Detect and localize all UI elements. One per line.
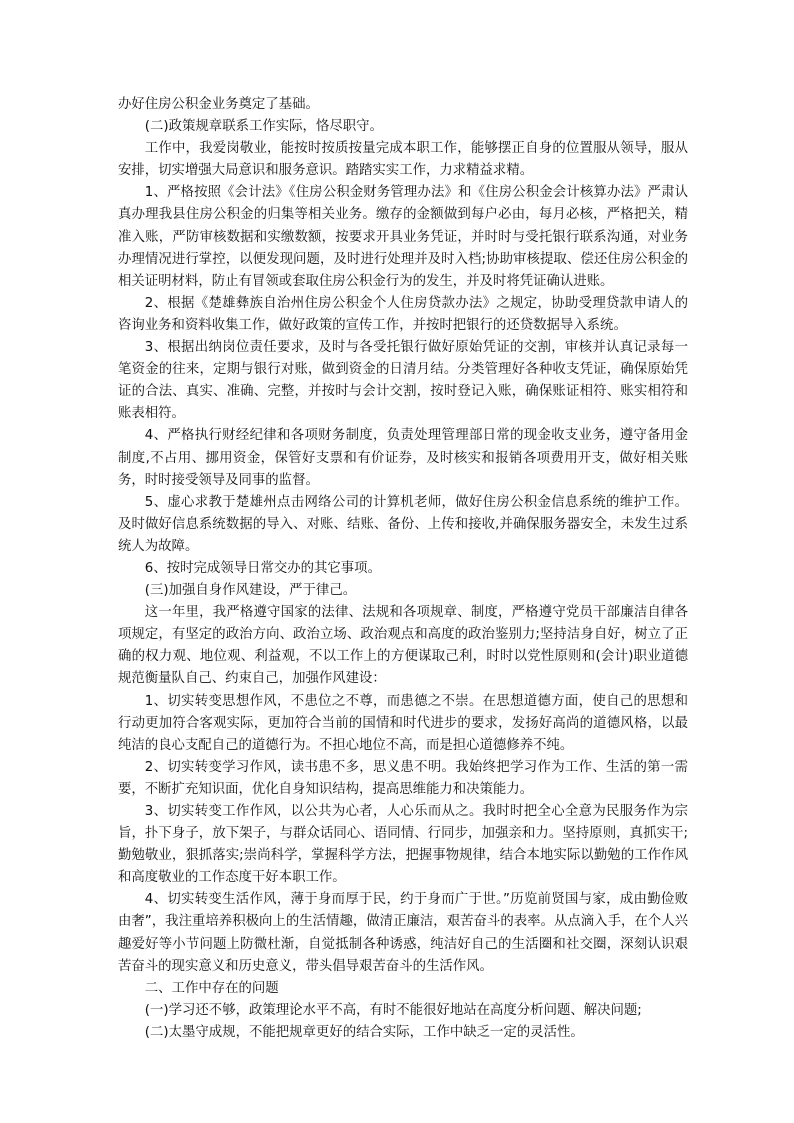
section-heading: 二、工作中存在的问题 — [144, 980, 279, 996]
paragraph: 2、切实转变学习作风，读书患不多，思义患不明。我始终把学习作为工作、生活的第一需要，不断扩充知识面，优化自身知识结构，提高思维能力和决策能力。 — [118, 759, 688, 797]
paragraph: 2、根据《楚雄彝族自治州住房公积金个人住房贷款办法》之规定，协助受理贷款申请人的咨询业务和资料收集工作，做好政策的宣传工作，并按时把银行的还贷数据导入系统。 — [118, 295, 688, 333]
paragraph: 5、虚心求教于楚雄州点击网络公司的计算机老师，做好住房公积金信息系统的维护工作。及时做好信息系统数据的导入、对账、结账、备份、上传和接收,并确保服务器安全，未发生过系统人为故障。 — [118, 494, 688, 554]
paragraph: 6、按时完成领导日常交办的其它事项。 — [144, 560, 381, 576]
paragraph: (一)学习还不够，政策理论水平不高，有时不能很好地站在高度分析问题、解决问题; — [144, 1002, 642, 1018]
paragraph: 4、切实转变生活作风，薄于身而厚于民，约于身而广于世。”历览前贤国与家，成由勤俭败由奢”，我注重培养积极向上的生活情趣，做清正廉洁，艰苦奋斗的表率。从点滴入手，在个人兴趣爱好等小节问题上防微杜渐，自觉抵制各种诱惑，纯洁好自己的生活圈和社交圈，深刻认识艰苦奋斗的现实意义和历史意义，带头倡导艰苦奋斗的生活作风。 — [118, 892, 688, 974]
section-heading: (二)政策规章联系工作实际，恪尽职守。 — [144, 119, 383, 135]
paragraph: (二)太墨守成规，不能把规章更好的结合实际，工作中缺乏一定的灵活性。 — [144, 1024, 584, 1040]
paragraph: 1、切实转变思想作风，不患位之不尊，而患德之不崇。在思想道德方面，使自己的思想和行动更加符合客观实际，更加符合当前的国情和时代进步的要求，发扬好高尚的道德风格，以最纯洁的良心支配自己的道德行为。不担心地位不高，而是担心道德修养不纯。 — [118, 693, 688, 753]
document-page — [118, 94, 688, 1044]
paragraph: 办好住房公积金业务奠定了基础。 — [118, 97, 319, 112]
paragraph: 4、严格执行财经纪律和各项财务制度，负责处理管理部日常的现金收支业务，遵守备用金制度,不占用、挪用资金，保管好支票和有价证券，及时核实和报销各项费用开支，做好相关账务，时时接受领导及同事的监督。 — [118, 428, 688, 488]
paragraph: 3、根据出纳岗位责任要求，及时与各受托银行做好原始凭证的交割，审核并认真记录每一笔资金的往来，定期与银行对账，做到资金的日清月结。分类管理好各种收支凭证，确保原始凭证的合法、真实、准确、完整，并按时与会计交割，按时登记入账，确保账证相符、账实相符和账表相符。 — [118, 340, 688, 422]
paragraph: 1、严格按照《会计法》《住房公积金财务管理办法》和《住房公积金会计核算办法》严肃认真办理我县住房公积金的归集等相关业务。缴存的金额做到每户必由，每月必核，严格把关，精准入账，严防审核数据和实缴数额，按要求开具业务凭证，并时时与受托银行联系沟通，对业务办理情况进行掌控，以便发现问题，及时进行处理并及时入档;协助审核提取、偿还住房公积金的相关证明材料，防止有冒领或套取住房公积金行为的发生，并及时将凭证确认进账。 — [118, 185, 688, 289]
paragraph: 工作中，我爱岗敬业，能按时按质按量完成本职工作，能够摆正自身的位置服从领导，服从安排，切实增强大局意识和服务意识。踏踏实实工作，力求精益求精。 — [118, 141, 688, 179]
paragraph: 3、切实转变工作作风，以公共为心者，人心乐而从之。我时时把全心全意为民服务作为宗旨，扑下身子，放下架子，与群众话同心、语同情、行同步，加强亲和力。坚持原则，真抓实干;勤勉敬业，狠抓落实;崇尚科学，掌握科学方法，把握事物规律，结合本地实际以勤勉的工作作风和高度敬业的工作态度干好本职工作。 — [118, 804, 688, 886]
section-heading: (三)加强自身作风建设，严于律己。 — [144, 583, 357, 599]
paragraph: 这一年里，我严格遵守国家的法律、法规和各项规章、制度，严格遵守党员干部廉洁自律各项规定，有坚定的政治方向、政治立场、政治观点和高度的政治鉴别力;坚持洁身自好，树立了正确的权力观、地位观、利益观，不以工作上的方便谋取己利，时时以党性原则和(会计)职业道德规范衡量队自己、约束自己，加强作风建设： — [118, 605, 688, 687]
